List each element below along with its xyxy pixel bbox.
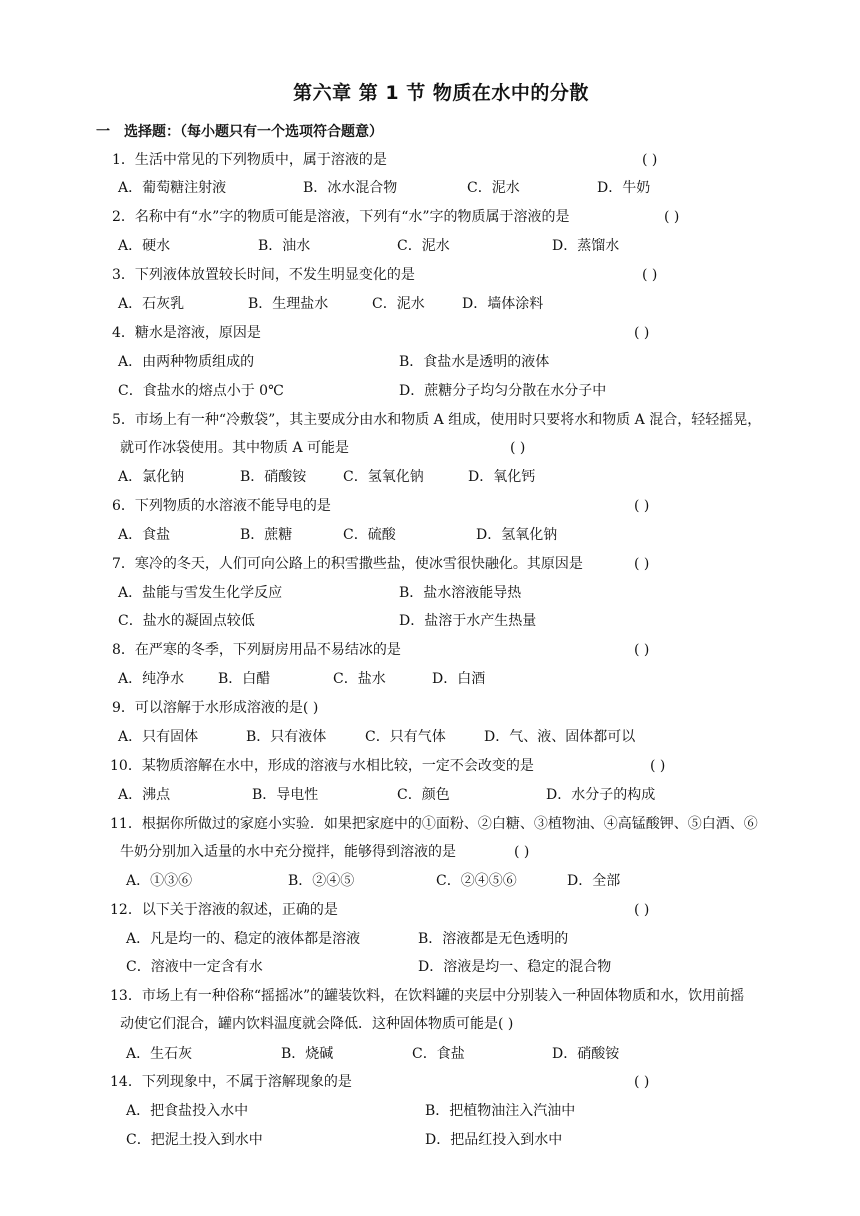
answer-option: B．溶液都是无色透明的 xyxy=(418,931,569,947)
answer-option: C．只有气体 xyxy=(365,729,446,745)
question-stem-line: 5．市场上有一种“冷敷袋”，其主要成分由水和物质 A 组成，使用时只要将水和物质 A 混合，轻轻摇晃， xyxy=(112,412,762,428)
question-stem-line: 12．以下关于溶液的叙述，正确的是 xyxy=(110,902,338,918)
answer-option: A．盐能与雪发生化学反应 xyxy=(118,585,283,601)
answer-option: C．食盐水的熔点小于 0℃ xyxy=(118,383,284,399)
question-stem-line: 9．可以溶解于水形成溶液的是( ) xyxy=(112,700,319,716)
answer-option: A．食盐 xyxy=(118,527,171,543)
answer-option: A．硬水 xyxy=(118,238,171,254)
answer-option: C．②④⑤⑥ xyxy=(436,873,517,889)
answer-option: B．②④⑤ xyxy=(288,873,355,889)
question-stem-line: 1．生活中常见的下列物质中，属于溶液的是 xyxy=(112,152,387,168)
answer-option: A．由两种物质组成的 xyxy=(118,354,255,370)
answer-option: C．泥水 xyxy=(372,296,425,312)
answer-option: C．把泥土投入到水中 xyxy=(126,1132,263,1148)
question-stem-line: 14．下列现象中，不属于溶解现象的是 xyxy=(110,1074,352,1090)
answer-option: D．水分子的构成 xyxy=(546,787,656,803)
section-number: 一 xyxy=(96,124,110,140)
answer-option: B．冰水混合物 xyxy=(303,180,398,196)
answer-blank: ( ) xyxy=(634,902,650,918)
answer-option: A．纯净水 xyxy=(118,671,185,687)
answer-option: D．气、液、固体都可以 xyxy=(484,729,636,745)
answer-option: B．盐水溶液能导热 xyxy=(399,585,522,601)
answer-option: B．烧碱 xyxy=(281,1046,334,1062)
answer-option: D．硝酸铵 xyxy=(552,1046,620,1062)
answer-option: A．把食盐投入水中 xyxy=(126,1103,249,1119)
answer-option: B．食盐水是透明的液体 xyxy=(399,354,550,370)
answer-blank: ( ) xyxy=(642,152,658,168)
answer-blank: ( ) xyxy=(634,556,650,572)
answer-option: C．氢氧化钠 xyxy=(343,469,424,485)
answer-blank: ( ) xyxy=(650,758,666,774)
answer-option: D．把品红投入到水中 xyxy=(425,1132,563,1148)
answer-blank: ( ) xyxy=(514,844,530,860)
answer-option: A．①③⑥ xyxy=(126,873,193,889)
answer-option: A．石灰乳 xyxy=(118,296,185,312)
answer-blank: ( ) xyxy=(634,325,650,341)
question-stem-line: 就可作冰袋使用。其中物质 A 可能是 xyxy=(120,440,350,456)
answer-blank: ( ) xyxy=(510,440,526,456)
answer-option: B．把植物油注入汽油中 xyxy=(425,1103,576,1119)
answer-option: C．颜色 xyxy=(397,787,450,803)
question-stem-line: 6．下列物质的水溶液不能导电的是 xyxy=(112,498,331,514)
question-stem-line: 11．根据你所做过的家庭小实验．如果把家庭中的①面粉、②白糖、③植物油、④高锰酸钾、⑤白酒、⑥ xyxy=(110,816,758,832)
question-stem-line: 4．糖水是溶液，原因是 xyxy=(112,325,261,341)
answer-option: C．泥水 xyxy=(397,238,450,254)
answer-option: B．蔗糖 xyxy=(240,527,293,543)
page-title: 第六章 第 1 节 物质在水中的分散 xyxy=(293,82,589,104)
section-heading xyxy=(96,121,383,141)
answer-option: B．硝酸铵 xyxy=(240,469,307,485)
answer-option: D．白酒 xyxy=(432,671,486,687)
answer-option: C．泥水 xyxy=(467,180,520,196)
answer-option: D．溶液是均一、稳定的混合物 xyxy=(418,959,612,975)
answer-option: C．食盐 xyxy=(412,1046,465,1062)
answer-option: C．盐水的凝固点较低 xyxy=(118,613,255,629)
answer-blank: ( ) xyxy=(634,498,650,514)
answer-option: D．氧化钙 xyxy=(468,469,536,485)
answer-option: A．只有固体 xyxy=(118,729,199,745)
answer-option: D．盐溶于水产生热量 xyxy=(399,613,537,629)
answer-option: D．氢氧化钠 xyxy=(476,527,558,543)
answer-option: D．牛奶 xyxy=(597,180,651,196)
answer-option: D．蒸馏水 xyxy=(552,238,620,254)
answer-option: C．盐水 xyxy=(333,671,386,687)
question-stem-line: 牛奶分别加入适量的水中充分搅拌，能够得到溶液的是 xyxy=(120,844,456,860)
question-stem-line: 8．在严寒的冬季，下列厨房用品不易结冰的是 xyxy=(112,642,401,658)
section-label: 选择题：（每小题只有一个选项符合题意） xyxy=(124,124,383,140)
answer-option: A．凡是均一的、稳定的液体都是溶液 xyxy=(126,931,361,947)
answer-option: A．葡萄糖注射液 xyxy=(118,180,227,196)
answer-option: D．蔗糖分子均匀分散在水分子中 xyxy=(399,383,607,399)
question-stem-line: 10．某物质溶解在水中，形成的溶液与水相比较，一定不会改变的是 xyxy=(110,758,534,774)
question-stem-line: 3．下列液体放置较长时间，不发生明显变化的是 xyxy=(112,267,415,283)
answer-blank: ( ) xyxy=(634,1074,650,1090)
answer-option: B．油水 xyxy=(258,238,311,254)
answer-option: A．生石灰 xyxy=(126,1046,193,1062)
answer-option: D．全部 xyxy=(567,873,621,889)
answer-option: B．白醋 xyxy=(218,671,271,687)
question-stem-line: 动使它们混合，罐内饮料温度就会降低．这种固体物质可能是( ) xyxy=(120,1016,514,1032)
answer-blank: ( ) xyxy=(634,642,650,658)
answer-option: D．墙体涂料 xyxy=(462,296,544,312)
answer-option: A．沸点 xyxy=(118,787,171,803)
answer-option: C．硫酸 xyxy=(343,527,396,543)
answer-option: C．溶液中一定含有水 xyxy=(126,959,263,975)
answer-option: A．氯化钠 xyxy=(118,469,185,485)
answer-blank: ( ) xyxy=(664,209,680,225)
question-stem-line: 13．市场上有一种俗称“摇摇冰”的罐装饮料，在饮料罐的夹层中分别装入一种固体物质和水，饮用前摇 xyxy=(110,988,745,1004)
answer-option: B．导电性 xyxy=(252,787,319,803)
answer-option: B．生理盐水 xyxy=(248,296,329,312)
answer-blank: ( ) xyxy=(642,267,658,283)
question-stem-line: 7．寒冷的冬天，人们可向公路上的积雪撒些盐，使冰雪很快融化。其原因是 xyxy=(112,556,583,572)
question-stem-line: 2．名称中有“水”字的物质可能是溶液，下列有“水”字的物质属于溶液的是 xyxy=(112,209,570,225)
answer-option: B．只有液体 xyxy=(246,729,327,745)
